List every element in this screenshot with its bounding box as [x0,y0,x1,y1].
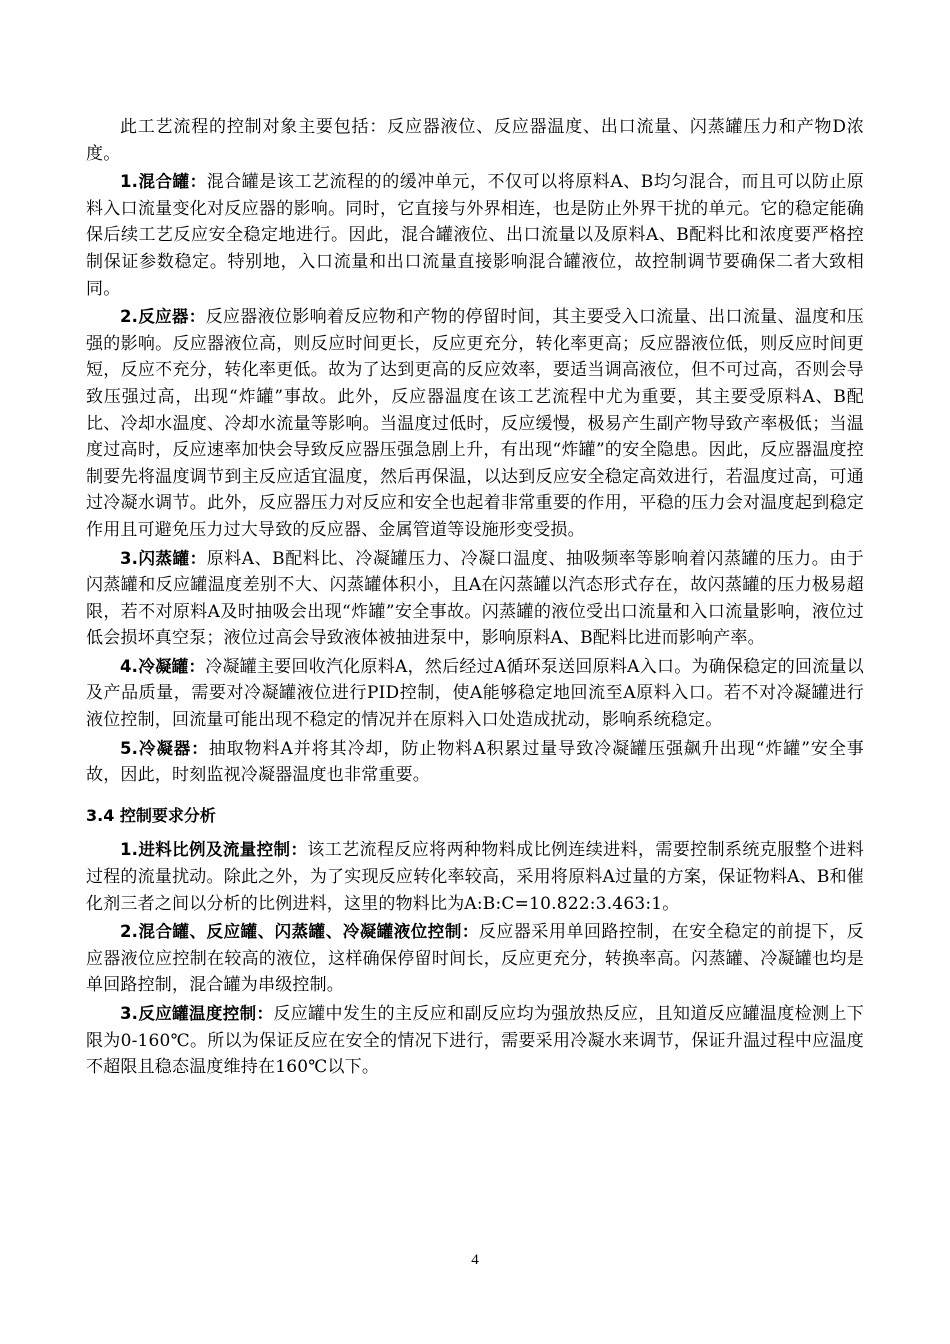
object-title: 5.冷凝器： [120,738,209,758]
object-paragraph-condensate-tank [86,654,864,734]
object-text: 混合罐是该工艺流程的的缓冲单元，不仅可以将原料A、B均匀混合，而且可以防止原料入口流量变化对反应器的影响。同时，它直接与外界相连，也是防止外界干扰的单元。它的稳定能确保后续工艺反应安全稳定地进行。因此，混合罐液位、出口流量以及原料A、B配料比和浓度要严格控制保证参数稳定。特别地，入口流量和出口流量直接影响混合罐液位，故控制调节要确保二者大致相同。 [86,172,864,299]
requirement-text: 反应罐中发生的主反应和副反应均为强放热反应，且知道反应罐温度检测上下限为0-160℃。所以为保证反应在安全的情况下进行，需要采用冷凝水来调节，保证升温过程中应温度不超限且稳态温度维持在160℃以下。 [86,1004,864,1078]
object-title: 4.冷凝罐： [120,656,206,676]
requirement-text: 反应器采用单回路控制，在安全稳定的前提下，反应器液位应控制在较高的液位，这样确保停留时间长，反应更充分，转换率高。闪蒸罐、冷凝罐也均是单回路控制，混合罐为串级控制。 [86,922,864,996]
page-number: 4 [471,1252,479,1268]
object-title: 1.混合罐： [120,172,207,192]
object-paragraph-condenser [86,736,864,789]
object-paragraph-mixing-tank [86,169,864,302]
object-title: 2.反应器： [120,307,206,327]
requirement-title: 1.进料比例及流量控制： [120,840,308,860]
object-text: 原料A、B配料比、冷凝罐压力、冷凝口温度、抽吸频率等影响着闪蒸罐的压力。由于闪蒸罐和反应罐温度差别不大、闪蒸罐体积小，且A在闪蒸罐以汽态形式存在，故闪蒸罐的压力极易超限，若不对原料A及时抽吸会出现“炸罐”安全事故。闪蒸罐的液位受出口流量和入口流量影响，液位过低会损坏真空泵；液位过高会导致液体被抽进泵中，影响原料A、B配料比进而影响产率。 [86,548,864,649]
requirement-paragraph-temperature-control [86,1001,864,1081]
section-heading: 3.4 控制要求分析 [86,805,216,825]
intro-paragraph: 此工艺流程的控制对象主要包括：反应器液位、反应器温度、出口流量、闪蒸罐压力和产物D浓度。 [86,117,864,164]
requirement-paragraph-feed-ratio [86,837,864,917]
requirement-title: 3.反应罐温度控制： [120,1004,274,1023]
object-paragraph-reactor [86,304,864,543]
requirement-text: 该工艺流程反应将两种物料成比例连续进料，需要控制系统克服整个进料过程的流量扰动。除此之外，为了实现反应转化率较高，采用将原料A过量的方案，保证物料A、B和催化剂三者之间以分析的比例进料，这里的物料比为A:B:C=10.822:3.463:1。 [86,840,864,914]
object-title: 3.闪蒸罐： [120,548,207,568]
object-text: 反应器液位影响着反应物和产物的停留时间，其主要受入口流量、出口流量、温度和压强的影响。反应器液位高，则反应时间更长，反应更充分，转化率更高；反应器液位低，则反应时间更短，反应不充分，转化率更低。故为了达到更高的反应效率，要适当调高液位，但不可过高，否则会导致压强过高，出现“炸罐”事故。此外，反应器温度在该工艺流程中尤为重要，其主要受原料A、B配比、冷却水温度、冷却水流量等影响。当温度过低时，反应缓慢，极易产生副产物导致产率极低；当温度过高时，反应速率加快会导致反应器压强急剧上升，有出现“炸罐”的安全隐患。因此，反应器温度控制要先将温度调节到主反应适宜温度，然后再保温，以达到反应安全稳定高效进行，若温度过高，可通过冷凝水调节。此外，反应器压力对反应和安全也起着非常重要的作用，平稳的压力会对温度起到稳定作用且可避免压力过大导致的反应器、金属管道等设施形变受损。 [86,307,864,540]
object-text: 冷凝罐主要回收汽化原料A，然后经过A循环泵送回原料A入口。为确保稳定的回流量以及产品质量，需要对冷凝罐液位进行PID控制，使A能够稳定地回流至A原料入口。若不对冷凝罐进行液位控制，回流量可能出现不稳定的情况并在原料入口处造成扰动，影响系统稳定。 [86,656,864,731]
object-text: 抽取物料A并将其冷却，防止物料A积累过量导致冷凝罐压强飙升出现“炸罐”安全事故，因此，时刻监视冷凝器温度也非常重要。 [86,738,864,786]
object-paragraph-flash-tank [86,546,864,652]
requirement-paragraph-level-control [86,919,864,999]
requirement-title: 2.混合罐、反应罐、闪蒸罐、冷凝罐液位控制： [120,922,479,942]
